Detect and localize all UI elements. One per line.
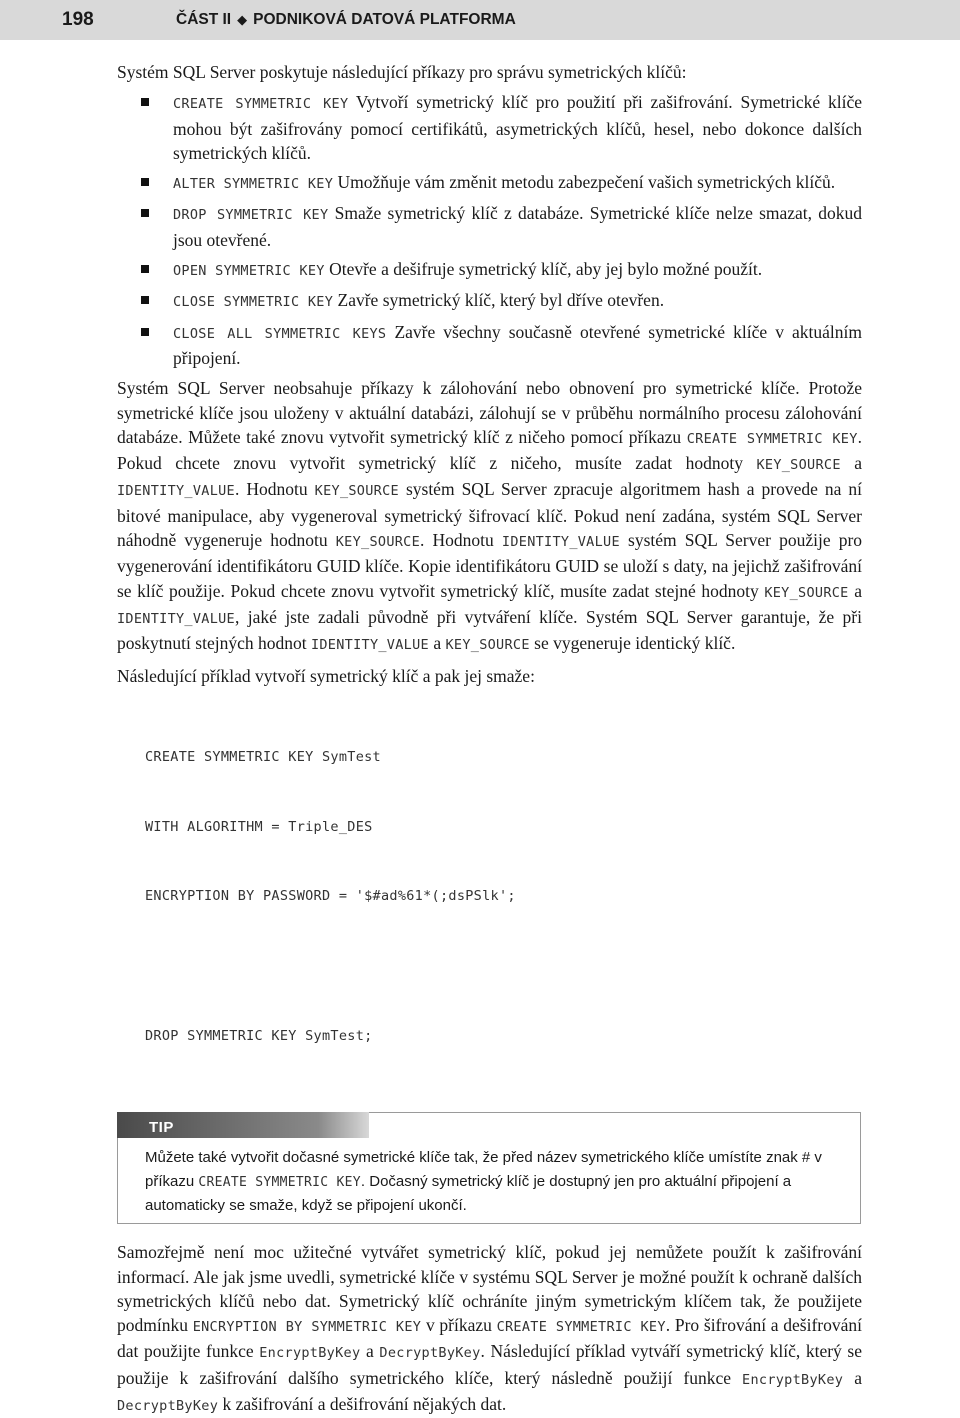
statement-description: Otevře a dešifruje symetrický klíč, aby jej bylo možné použít.: [329, 259, 763, 280]
inline-code: ENCRYPTION BY SYMMETRIC KEY: [192, 1319, 422, 1336]
intro-paragraph: Systém SQL Server poskytuje následující příkazy pro správu symetrických klíčů:: [117, 62, 687, 82]
bullet-square-icon: [141, 209, 149, 217]
tip-label: TIP: [149, 1119, 174, 1137]
text-run: . Následující příklad vytváří symetrický klíč, který se použije k zašifrování dalšího symetrického klíče, který následně použijí funkce: [117, 1341, 863, 1388]
text-run: . Hodnotu: [235, 479, 308, 500]
statement-description: Zavře všechny současně otevřené symetrické klíče v aktuálním připojení.: [173, 321, 863, 368]
inline-code: IDENTITY_VALUE: [501, 534, 620, 551]
text-run: , jaké jste zadali původně při vytváření klíče. Systém SQL Server garantuje, že při poskytnutí stejných hodnot: [117, 606, 862, 654]
list-item: [117, 288, 862, 314]
statement-description: Vytvoří symetrický klíč pro použití při zašifrování. Symetrické klíče mohou být zašifrovány pomocí certifikátů, asymetrických klíčů, hesel, nebo dokonce dalších symetrických klíčů.: [173, 92, 862, 163]
text-run: a: [366, 1341, 374, 1362]
inline-code: IDENTITY_VALUE: [117, 483, 235, 500]
list-item: [117, 170, 862, 196]
statement-code: CLOSE ALL SYMMETRIC KEYS: [173, 325, 387, 342]
text-run: . Dočasný symetrický klíč je dostupný jen pro aktuální připojení a automaticky se smaže, když se připojení ukončí.: [145, 1172, 792, 1214]
inline-code: KEY_SOURCE: [314, 483, 399, 500]
statement-description: Smaže symetrický klíč z databáze. Symetrické klíče nelze smazat, dokud jsou otevřené.: [173, 203, 863, 250]
text-run: a: [854, 453, 862, 474]
list-item: [117, 90, 862, 165]
inline-code: DecryptByKey: [117, 1397, 219, 1414]
backup-paragraph: [117, 376, 862, 657]
bullet-square-icon: [141, 296, 149, 304]
bullet-square-icon: [141, 265, 149, 273]
part-label: ČÁST II: [176, 11, 232, 28]
text-run: Můžete také vytvořit dočasné symetrické klíče tak, že před název symetrického klíče umístíte znak # v příkazu: [145, 1149, 822, 1190]
text-run: systém SQL Server zpracuje algoritmem hash a provede na ní bitové manipulace, aby vygeneroval symetrický šifrovací klíč. Pokud není zadána, systém SQL Server náhodně vygeneruje hodnotu: [117, 479, 863, 551]
text-run: k zašifrování a dešifrování nějakých dat.: [222, 1393, 507, 1414]
inline-code: CREATE SYMMETRIC KEY: [686, 430, 858, 447]
closing-paragraph: [117, 1240, 862, 1418]
statement-description: Umožňuje vám změnit metodu zabezpečení vašich symetrických klíčů.: [337, 172, 836, 193]
text-run: . Pokud chcete znovu vytvořit symetrický klíč z ničeho, musíte zadat hodnoty: [117, 426, 862, 474]
part-title: PODNIKOVÁ DATOVÁ PLATFORMA: [253, 11, 516, 28]
statement-code: DROP SYMMETRIC KEY: [173, 207, 329, 224]
text-run: se vygeneruje identický klíč.: [534, 633, 736, 654]
code-line: WITH ALGORITHM = Triple_DES: [145, 818, 373, 835]
inline-code: KEY_SOURCE: [445, 637, 530, 654]
tip-text: [145, 1146, 845, 1217]
code-line: DROP SYMMETRIC KEY SymTest;: [145, 1027, 373, 1044]
statement-description: Zavře symetrický klíč, který byl dříve otevřen.: [337, 290, 665, 311]
code-blank-line: [145, 955, 862, 978]
inline-code: KEY_SOURCE: [764, 584, 849, 601]
list-item: [117, 257, 862, 283]
example-intro: Následující příklad vytvoří symetrický klíč a pak jej smaže:: [117, 665, 535, 686]
inline-code: IDENTITY_VALUE: [117, 610, 235, 627]
part-header: [176, 11, 516, 29]
tip-label-bar: [117, 1112, 369, 1138]
statement-code: CREATE SYMMETRIC KEY: [173, 96, 349, 113]
statement-list: [117, 90, 862, 370]
inline-code: EncryptByKey: [259, 1345, 361, 1362]
diamond-icon: ◆: [237, 12, 248, 27]
list-item: [117, 201, 862, 252]
inline-code: CREATE SYMMETRIC KEY: [496, 1319, 666, 1336]
inline-code: EncryptByKey: [742, 1371, 844, 1388]
statement-code: ALTER SYMMETRIC KEY: [173, 176, 334, 193]
statement-code: CLOSE SYMMETRIC KEY: [173, 294, 334, 311]
code-line: CREATE SYMMETRIC KEY SymTest: [145, 749, 381, 766]
list-item: [117, 320, 862, 371]
running-header: [0, 0, 960, 40]
text-run: v příkazu: [425, 1315, 492, 1336]
text-run: . Hodnotu: [420, 530, 494, 551]
inline-code: KEY_SOURCE: [756, 457, 841, 474]
bullet-square-icon: [141, 98, 149, 106]
page-number: 198: [62, 9, 94, 30]
code-listing: [145, 700, 862, 1094]
inline-code: IDENTITY_VALUE: [310, 637, 429, 654]
text-run: Systém SQL Server neobsahuje příkazy k zálohování nebo obnovení pro symetrické klíče. Protože symetrické klíče jsou uloženy v aktuální databázi, zálohují se v průběhu normálního procesu zálohování databáze. Můžete také znovu vytvořit symetrický klíč z ničeho pomocí příkazu: [117, 378, 862, 447]
inline-code: CREATE SYMMETRIC KEY: [198, 1174, 361, 1190]
text-run: Samozřejmě není moc užitečné vytvářet symetrický klíč, pokud jej nemůžete použít k zašifrování informací. Ale jak jsme uvedli, symetrické klíče v systému SQL Server je možné použít k ochraně dalších symetrických klíčů nebo dat. Symetrický klíč ochráníte jiným symetrickým klíčem tak, že použijete podmínku: [117, 1242, 862, 1336]
bullet-square-icon: [141, 328, 149, 336]
inline-code: DecryptByKey: [379, 1345, 481, 1362]
inline-code: KEY_SOURCE: [335, 534, 421, 551]
text-run: a: [854, 580, 862, 601]
code-line: ENCRYPTION BY PASSWORD = '$#ad%61*(;dsPSlk';: [145, 888, 516, 905]
bullet-square-icon: [141, 178, 149, 186]
text-run: . Pro šifrování a dešifrování dat použijte funkce: [117, 1315, 862, 1362]
text-run: systém SQL Server použije pro vygenerování identifikátoru GUID klíče. Kopie identifikátoru GUID se uloží s daty, na jejichž zašifrování se klíč použije. Pokud chcete znovu vytvořit symetrický klíč, musíte zadat stejné hodnoty: [117, 530, 863, 601]
statement-code: OPEN SYMMETRIC KEY: [173, 263, 325, 280]
text-run: a: [854, 1367, 863, 1388]
text-run: a: [433, 633, 442, 654]
page-content: [117, 60, 862, 1418]
tip-box: [117, 1112, 862, 1224]
